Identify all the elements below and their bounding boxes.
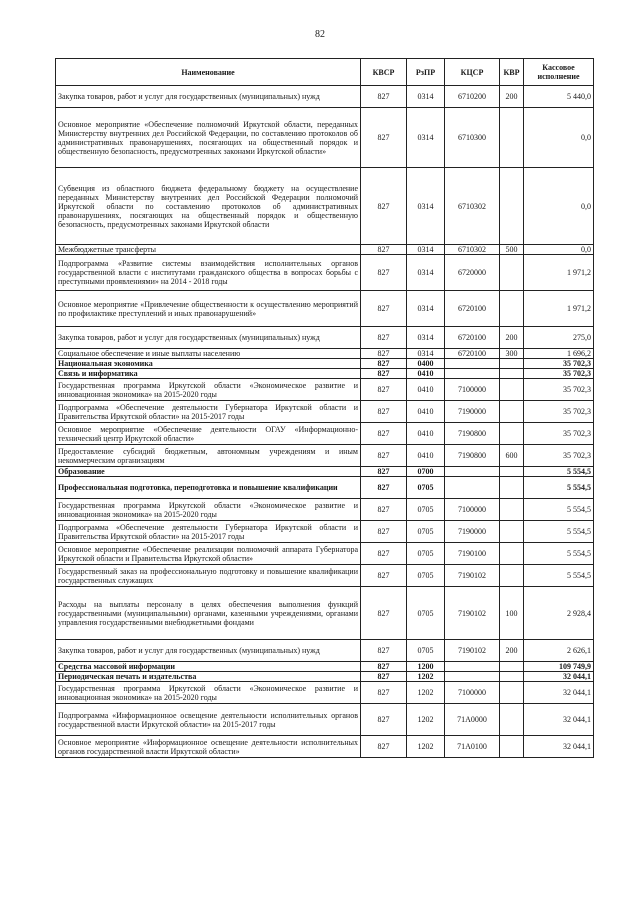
cell-rzpr: 0314 — [407, 168, 445, 245]
cell-rzpr: 0705 — [407, 565, 445, 587]
header-kvr: КВР — [500, 59, 524, 86]
cell-amount: 1 696,2 — [524, 349, 594, 359]
header-amount: Кассовое исполнение — [524, 59, 594, 86]
cell-kvr — [500, 379, 524, 401]
table-row — [56, 543, 594, 565]
cell-name: Средства массовой информации — [56, 662, 361, 672]
cell-name: Закупка товаров, работ и услуг для государственных (муниципальных) нужд — [56, 327, 361, 349]
table-body — [56, 86, 594, 758]
table-row — [56, 291, 594, 327]
cell-kvr — [500, 682, 524, 704]
cell-name: Подпрограмма «Обеспечение деятельности Губернатора Иркутской области и Правительства Иркутской области» на 2015-2017 годы — [56, 521, 361, 543]
cell-kcsr — [445, 672, 500, 682]
cell-name: Основное мероприятие «Привлечение общественности к осуществлению мероприятий по профилактике преступлений и иных правонарушений» — [56, 291, 361, 327]
cell-name: Образование — [56, 467, 361, 477]
cell-kcsr: 7190800 — [445, 445, 500, 467]
cell-amount: 275,0 — [524, 327, 594, 349]
cell-name: Подпрограмма «Развитие системы взаимодействия исполнительных органов государственной власти с институтами гражданского общества в вопросах борьбы с преступными проявлениями» на 2014 - 2018 годы — [56, 255, 361, 291]
cell-amount: 5 554,5 — [524, 543, 594, 565]
cell-name: Основное мероприятие «Обеспечение деятельности ОГАУ «Информационно-технический центр Иркутской области» — [56, 423, 361, 445]
budget-table — [55, 58, 594, 758]
cell-name: Закупка товаров, работ и услуг для государственных (муниципальных) нужд — [56, 640, 361, 662]
cell-kvr — [500, 565, 524, 587]
cell-rzpr: 0314 — [407, 245, 445, 255]
table-row — [56, 445, 594, 467]
cell-amount: 32 044,1 — [524, 704, 594, 736]
cell-kcsr — [445, 359, 500, 369]
cell-kvsr: 827 — [361, 704, 407, 736]
cell-amount: 35 702,3 — [524, 369, 594, 379]
cell-kcsr: 6710302 — [445, 245, 500, 255]
cell-kvsr: 827 — [361, 565, 407, 587]
cell-rzpr: 0314 — [407, 108, 445, 168]
cell-rzpr: 1202 — [407, 736, 445, 758]
cell-amount: 35 702,3 — [524, 445, 594, 467]
cell-name: Национальная экономика — [56, 359, 361, 369]
cell-kcsr: 6710300 — [445, 108, 500, 168]
cell-kvr: 200 — [500, 327, 524, 349]
cell-amount: 0,0 — [524, 108, 594, 168]
cell-kcsr: 6710302 — [445, 168, 500, 245]
table-row — [56, 521, 594, 543]
cell-name: Государственная программа Иркутской области «Экономическое развитие и инновационная экономика» на 2015-2020 годы — [56, 379, 361, 401]
cell-kvsr: 827 — [361, 86, 407, 108]
header-rzpr: РзПР — [407, 59, 445, 86]
cell-name: Государственная программа Иркутской области «Экономическое развитие и инновационная экономика» на 2015-2020 годы — [56, 499, 361, 521]
cell-kvsr: 827 — [361, 477, 407, 499]
table-row — [56, 369, 594, 379]
table-row — [56, 423, 594, 445]
cell-amount: 2 626,1 — [524, 640, 594, 662]
table-row — [56, 401, 594, 423]
cell-amount: 5 554,5 — [524, 565, 594, 587]
cell-kcsr: 7190100 — [445, 543, 500, 565]
cell-amount: 32 044,1 — [524, 682, 594, 704]
cell-amount: 5 554,5 — [524, 477, 594, 499]
cell-name: Основное мероприятие «Обеспечение реализации полномочий аппарата Губернатора Иркутской области и Правительства Иркутской области» — [56, 543, 361, 565]
cell-name: Профессиональная подготовка, переподготовка и повышение квалификации — [56, 477, 361, 499]
cell-rzpr: 0314 — [407, 291, 445, 327]
cell-rzpr: 0400 — [407, 359, 445, 369]
cell-amount: 1 971,2 — [524, 255, 594, 291]
cell-rzpr: 0410 — [407, 369, 445, 379]
cell-amount: 2 928,4 — [524, 587, 594, 640]
cell-name: Закупка товаров, работ и услуг для государственных (муниципальных) нужд — [56, 86, 361, 108]
cell-kvsr: 827 — [361, 255, 407, 291]
cell-kvsr: 827 — [361, 640, 407, 662]
cell-rzpr: 0705 — [407, 499, 445, 521]
table-row — [56, 736, 594, 758]
cell-kcsr: 7190000 — [445, 521, 500, 543]
table-row — [56, 662, 594, 672]
table-row — [56, 108, 594, 168]
cell-kvsr: 827 — [361, 499, 407, 521]
table-row — [56, 704, 594, 736]
cell-kcsr — [445, 662, 500, 672]
cell-kvr — [500, 521, 524, 543]
header-kcsr: КЦСР — [445, 59, 500, 86]
cell-name: Субвенция из областного бюджета федеральному бюджету на осуществление переданных Министерству внутренних дел Российской Федерации полномочий Иркутской области по составлению протоколов об административных правонарушениях, посягающих на общественный порядок и общественную безопасность, предусмотренных законами Иркутской области — [56, 168, 361, 245]
cell-kvsr: 827 — [361, 467, 407, 477]
cell-kcsr: 7100000 — [445, 499, 500, 521]
cell-amount: 5 554,5 — [524, 499, 594, 521]
cell-rzpr: 1202 — [407, 704, 445, 736]
cell-kvsr: 827 — [361, 587, 407, 640]
cell-rzpr: 0314 — [407, 255, 445, 291]
cell-kvr — [500, 736, 524, 758]
cell-kvr: 200 — [500, 640, 524, 662]
cell-kvsr: 827 — [361, 245, 407, 255]
cell-rzpr: 1200 — [407, 662, 445, 672]
cell-kvsr: 827 — [361, 682, 407, 704]
cell-name: Основное мероприятие «Обеспечение полномочий Иркутской области, переданных Министерству внутренних дел Российской Федерации, по составлению протоколов об административных правонарушениях, посягающих на общественный порядок и общественную безопасность, предусмотренных законами Иркутской области» — [56, 108, 361, 168]
cell-amount: 0,0 — [524, 245, 594, 255]
cell-kvr — [500, 401, 524, 423]
cell-kvr: 300 — [500, 349, 524, 359]
cell-kvsr: 827 — [361, 423, 407, 445]
cell-kcsr: 6720100 — [445, 291, 500, 327]
cell-rzpr: 0314 — [407, 327, 445, 349]
cell-kcsr: 6720100 — [445, 349, 500, 359]
cell-kvsr: 827 — [361, 359, 407, 369]
cell-amount: 32 044,1 — [524, 736, 594, 758]
cell-kvr — [500, 369, 524, 379]
header-kvsr: КВСР — [361, 59, 407, 86]
cell-kvsr: 827 — [361, 168, 407, 245]
cell-kvsr: 827 — [361, 662, 407, 672]
cell-kvr — [500, 291, 524, 327]
cell-kcsr — [445, 369, 500, 379]
cell-amount: 35 702,3 — [524, 359, 594, 369]
cell-kvr — [500, 477, 524, 499]
cell-kvr: 100 — [500, 587, 524, 640]
cell-kvr — [500, 704, 524, 736]
cell-amount: 35 702,3 — [524, 379, 594, 401]
cell-kvsr: 827 — [361, 445, 407, 467]
table-row — [56, 672, 594, 682]
page-number: 82 — [315, 29, 325, 40]
cell-rzpr: 0314 — [407, 86, 445, 108]
cell-kvr — [500, 467, 524, 477]
table-row — [56, 477, 594, 499]
table-row — [56, 255, 594, 291]
cell-kvsr: 827 — [361, 349, 407, 359]
cell-kcsr: 7100000 — [445, 379, 500, 401]
table-row — [56, 245, 594, 255]
cell-kcsr: 71А0000 — [445, 704, 500, 736]
cell-kvsr: 827 — [361, 521, 407, 543]
cell-kvr — [500, 255, 524, 291]
table-row — [56, 349, 594, 359]
table-row — [56, 565, 594, 587]
cell-amount: 109 749,9 — [524, 662, 594, 672]
table-row — [56, 682, 594, 704]
cell-kvsr: 827 — [361, 401, 407, 423]
cell-amount: 0,0 — [524, 168, 594, 245]
cell-rzpr: 0705 — [407, 477, 445, 499]
cell-rzpr: 0410 — [407, 423, 445, 445]
cell-kvsr: 827 — [361, 369, 407, 379]
cell-kvsr: 827 — [361, 327, 407, 349]
table-header-row — [56, 59, 594, 86]
cell-amount: 1 971,2 — [524, 291, 594, 327]
cell-kcsr — [445, 477, 500, 499]
cell-kcsr: 7100000 — [445, 682, 500, 704]
table-row — [56, 86, 594, 108]
cell-kcsr: 6720100 — [445, 327, 500, 349]
cell-kcsr: 7190800 — [445, 423, 500, 445]
cell-kvr — [500, 662, 524, 672]
cell-kvr: 200 — [500, 86, 524, 108]
cell-amount: 5 440,0 — [524, 86, 594, 108]
cell-rzpr: 1202 — [407, 672, 445, 682]
cell-kvr — [500, 108, 524, 168]
cell-kcsr: 7190102 — [445, 640, 500, 662]
table-row — [56, 327, 594, 349]
cell-name: Социальное обеспечение и иные выплаты населению — [56, 349, 361, 359]
cell-kvsr: 827 — [361, 379, 407, 401]
table-row — [56, 467, 594, 477]
cell-rzpr: 0314 — [407, 349, 445, 359]
cell-name: Государственная программа Иркутской области «Экономическое развитие и инновационная экономика» на 2015-2020 годы — [56, 682, 361, 704]
cell-kvsr: 827 — [361, 543, 407, 565]
cell-kvsr: 827 — [361, 672, 407, 682]
table-row — [56, 640, 594, 662]
cell-name: Периодическая печать и издательства — [56, 672, 361, 682]
cell-kvr — [500, 499, 524, 521]
cell-rzpr: 0705 — [407, 640, 445, 662]
cell-rzpr: 0410 — [407, 379, 445, 401]
cell-kvr — [500, 359, 524, 369]
cell-rzpr: 0410 — [407, 445, 445, 467]
cell-rzpr: 0700 — [407, 467, 445, 477]
cell-name: Государственный заказ на профессиональную подготовку и повышение квалификации государственных служащих — [56, 565, 361, 587]
cell-rzpr: 0410 — [407, 401, 445, 423]
table-row — [56, 379, 594, 401]
cell-name: Расходы на выплаты персоналу в целях обеспечения выполнения функций государственными (муниципальными) органами, казенными учреждениями, органами управления государственными внебюджетными фондами — [56, 587, 361, 640]
cell-kvr — [500, 543, 524, 565]
cell-name: Подпрограмма «Обеспечение деятельности Губернатора Иркутской области и Правительства Иркутской области» на 2015-2017 годы — [56, 401, 361, 423]
cell-name: Межбюджетные трансферты — [56, 245, 361, 255]
cell-kvr: 500 — [500, 245, 524, 255]
cell-kcsr — [445, 467, 500, 477]
cell-kcsr: 6720000 — [445, 255, 500, 291]
cell-amount: 35 702,3 — [524, 401, 594, 423]
cell-kcsr: 7190000 — [445, 401, 500, 423]
cell-rzpr: 1202 — [407, 682, 445, 704]
cell-kvsr: 827 — [361, 108, 407, 168]
cell-kcsr: 6710200 — [445, 86, 500, 108]
cell-kvsr: 827 — [361, 291, 407, 327]
cell-kcsr: 7190102 — [445, 565, 500, 587]
cell-amount: 5 554,5 — [524, 521, 594, 543]
cell-name: Предоставление субсидий бюджетным, автономным учреждениям и иным некоммерческим организациям — [56, 445, 361, 467]
table-row — [56, 168, 594, 245]
cell-kcsr: 7190102 — [445, 587, 500, 640]
cell-kcsr: 71А0100 — [445, 736, 500, 758]
table-row — [56, 499, 594, 521]
cell-amount: 32 044,1 — [524, 672, 594, 682]
cell-kvr — [500, 423, 524, 445]
cell-kvr — [500, 672, 524, 682]
cell-amount: 5 554,5 — [524, 467, 594, 477]
cell-amount: 35 702,3 — [524, 423, 594, 445]
cell-name: Подпрограмма «Информационное освещение деятельности исполнительных органов государственной власти Иркутской области» на 2015-2017 годы — [56, 704, 361, 736]
table-row — [56, 587, 594, 640]
cell-rzpr: 0705 — [407, 521, 445, 543]
cell-kvr — [500, 168, 524, 245]
cell-rzpr: 0705 — [407, 543, 445, 565]
cell-name: Основное мероприятие «Информационное освещение деятельности исполнительных органов государственной власти Иркутской области» — [56, 736, 361, 758]
cell-name: Связь и информатика — [56, 369, 361, 379]
cell-kvsr: 827 — [361, 736, 407, 758]
cell-rzpr: 0705 — [407, 587, 445, 640]
table-row — [56, 359, 594, 369]
header-name: Наименование — [56, 59, 361, 86]
cell-kvr: 600 — [500, 445, 524, 467]
